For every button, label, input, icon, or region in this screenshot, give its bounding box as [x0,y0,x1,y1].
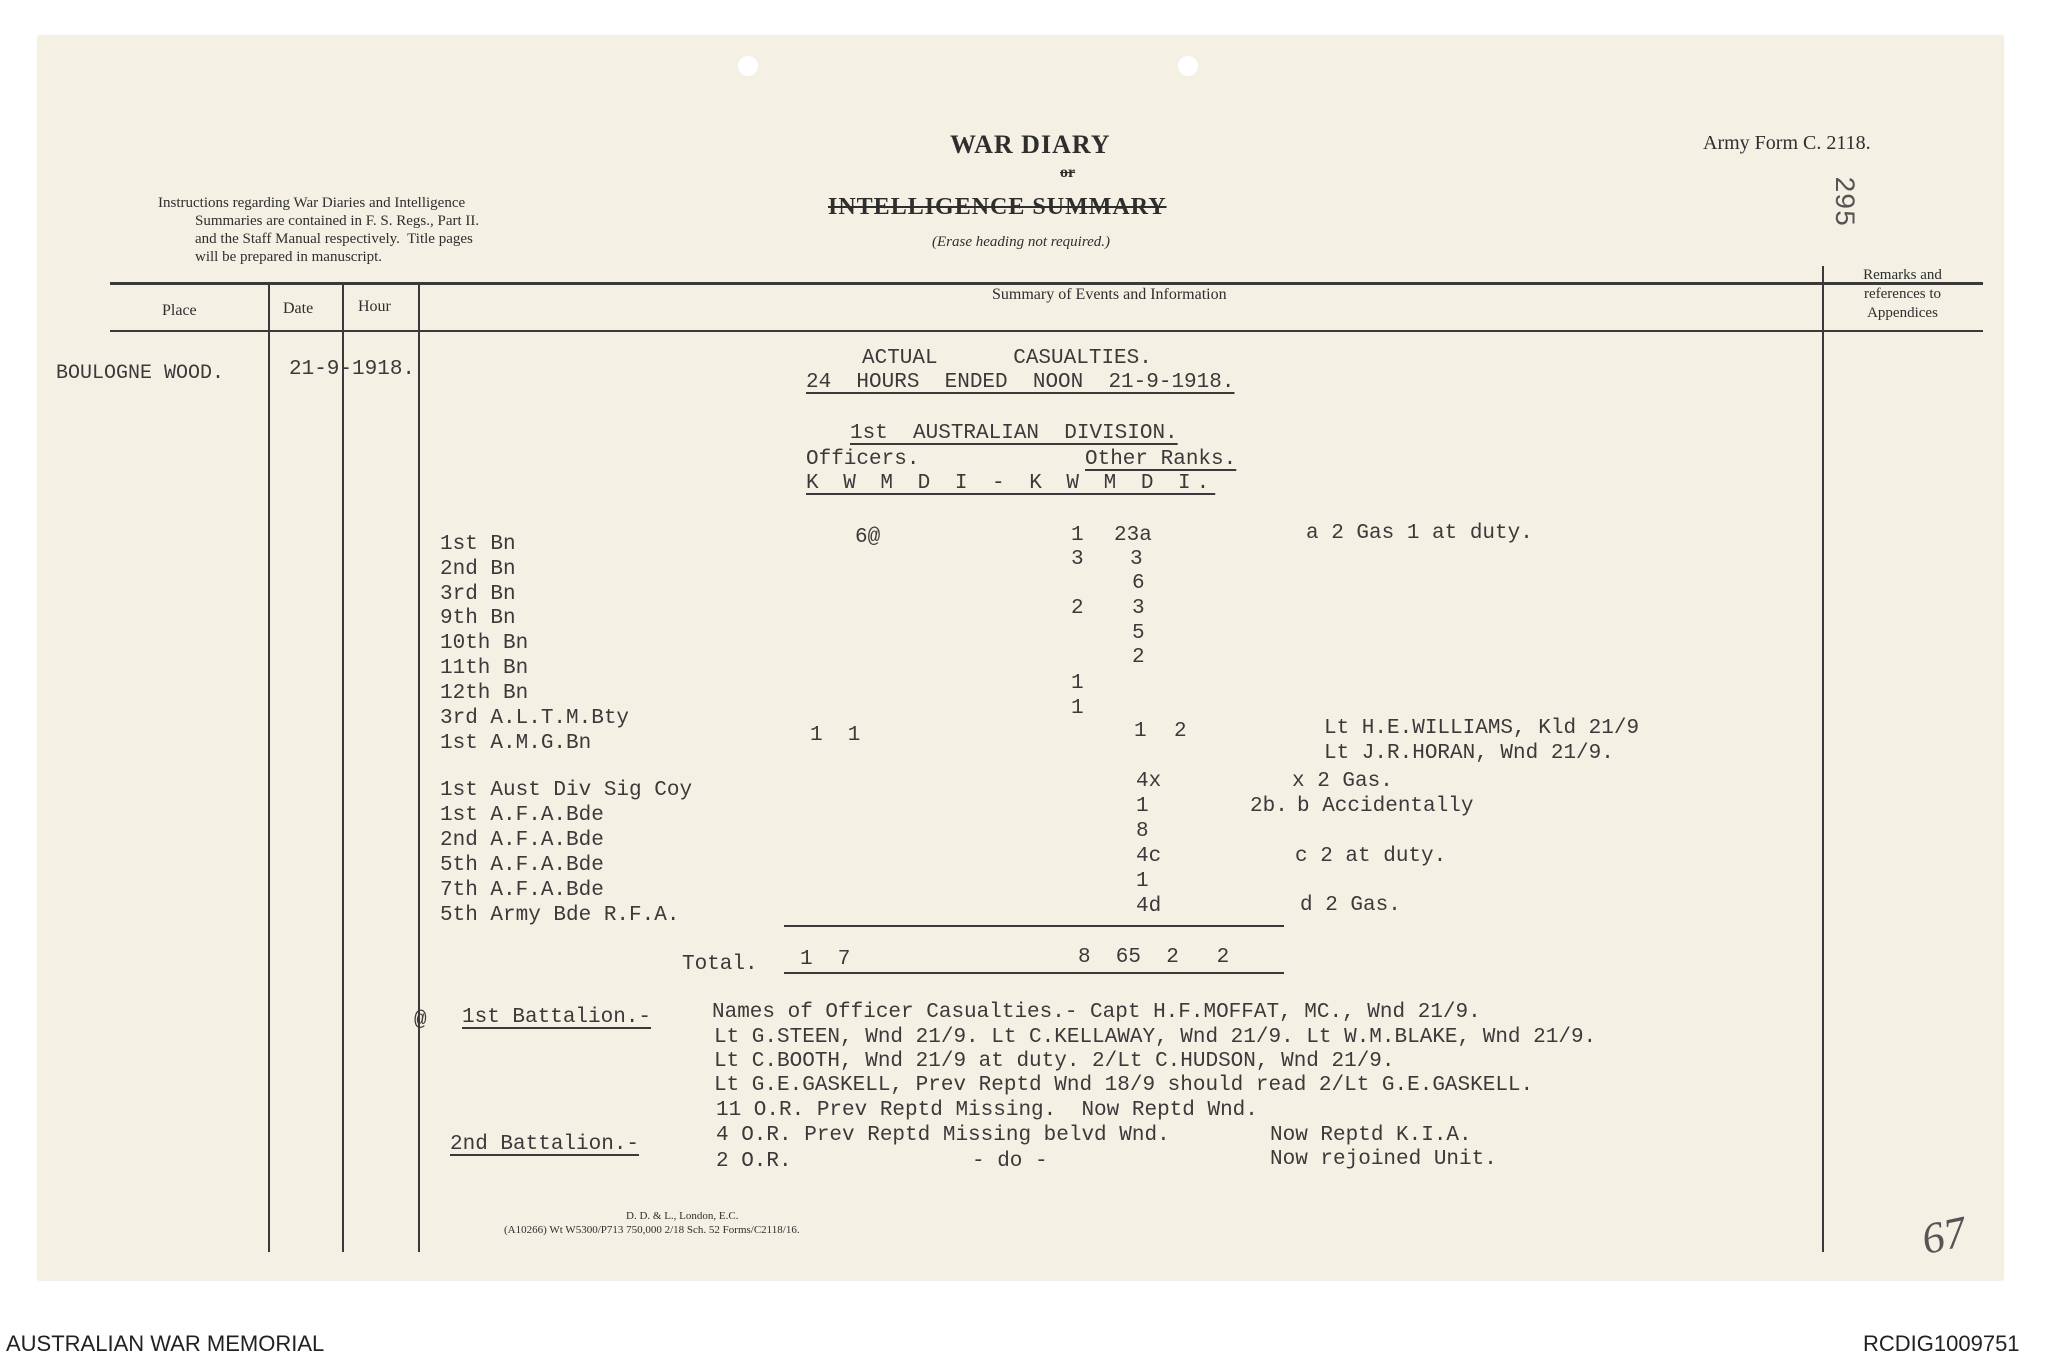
report-heading-2: 24 HOURS ENDED NOON 21-9-1918. [806,371,1235,394]
struck-heading: INTELLIGENCE SUMMARY [828,194,1167,220]
wounded-count: 8 [1136,820,1149,843]
unit-name: 1st A.M.G.Bn [440,732,592,755]
page-number: 295 [1827,176,1858,227]
total-officers: 1 7 [800,948,851,971]
first-battalion-line-4: Lt G.E.GASKELL, Prev Reptd Wnd 18/9 should read 2/Lt G.E.GASKELL. [714,1074,1534,1097]
unit-name: 11th Bn [440,657,529,680]
hour-column-rule [342,284,344,1252]
first-battalion-line-2: Lt G.STEEN, Wnd 21/9. Lt C.KELLAWAY, Wnd 21/9. Lt W.M.BLAKE, Wnd 21/9. [714,1026,1597,1049]
injured-count: 2b. [1250,795,1288,818]
wounded-count: 1 [1136,795,1149,818]
other-ranks-label: Other Ranks. [1085,448,1237,471]
wounded-count: 1 [1136,870,1149,893]
unit-note: b Accidentally [1297,795,1474,818]
unit-name: 2nd A.F.A.Bde [440,829,604,852]
archive-id: RCDIG1009751 [1863,1331,2020,1356]
unit-note: c 2 at duty. [1295,845,1447,868]
killed-count: 2 [1071,597,1084,620]
unit-name: 2nd Bn [440,558,516,581]
total-top-rule [784,925,1284,927]
officers-count: 1 1 [810,724,861,747]
entry-date: 21-9-1918. [289,358,416,381]
second-battalion-line-1: 4 O.R. Prev Reptd Missing belvd Wnd. [716,1124,1170,1147]
column-hour: Hour [358,298,391,315]
total-other-ranks: 8 65 2 2 [1078,946,1230,969]
handwritten-folio: 67 [1917,1206,1971,1265]
wounded-count: 3 [1130,548,1143,571]
date-column-rule [268,284,270,1252]
wounded-count: 4d [1136,895,1162,918]
wounded-count: 3 [1132,597,1145,620]
first-battalion-line-1: Names of Officer Casualties.- Capt H.F.MOFFAT, MC., Wnd 21/9. [712,1001,1481,1024]
second-battalion-line-1-right: Now Reptd K.I.A. [1270,1124,1472,1147]
officers-label: Officers. [806,448,920,471]
first-battalion-label: 1st Battalion.- [462,1006,652,1029]
form-number: Army Form C. 2118. [1703,132,1871,154]
killed-count: 1 [1071,672,1084,695]
table-top-rule [110,282,1983,285]
entry-place: BOULOGNE WOOD. [56,362,225,385]
report-heading-1: ACTUAL CASUALTIES. [862,347,1152,370]
first-battalion-line-3: Lt C.BOOTH, Wnd 21/9 at duty. 2/Lt C.HUDSON, Wnd 21/9. [714,1050,1395,1073]
killed-count: 1 [1071,524,1084,547]
instructions-line-1: Instructions regarding War Diaries and Intelligence [158,195,466,211]
punch-hole [1178,56,1198,76]
column-date: Date [283,300,314,317]
column-summary: Summary of Events and Information [992,286,1227,303]
ditto-mark: - do - [972,1150,1048,1173]
killed-count: 1 [1071,697,1084,720]
unit-name: 10th Bn [440,632,529,655]
second-battalion-line-2-right: Now rejoined Unit. [1270,1148,1497,1171]
unit-name: 1st Aust Div Sig Coy [440,779,693,802]
form-title: WAR DIARY [950,130,1111,159]
unit-name: 7th A.F.A.Bde [440,879,604,902]
printer-line-2: (A10266) Wt W5300/P713 750,000 2/18 Sch. 52 Forms/C2118/16. [504,1224,800,1236]
second-battalion-label: 2nd Battalion.- [450,1133,640,1156]
instructions-line-2: Summaries are contained in F. S. Regs., Part II. [195,213,480,229]
wounded-count: 4x [1136,770,1162,793]
missing-count: 2 [1174,720,1187,743]
or-word: or [1060,164,1076,181]
unit-note-2: Lt J.R.HORAN, Wnd 21/9. [1324,742,1614,765]
unit-note: x 2 Gas. [1292,770,1393,793]
unit-name: 12th Bn [440,682,529,705]
officers-count: 6@ [855,526,881,549]
total-bottom-rule [784,972,1284,974]
unit-name: 9th Bn [440,607,516,630]
unit-name: 1st Bn [440,533,516,556]
instructions-line-4: will be prepared in manuscript. [195,249,383,265]
code-row: K W M D I - K W M D I. [806,472,1216,495]
unit-name: 1st A.F.A.Bde [440,804,604,827]
punch-hole [738,56,758,76]
archive-credit: AUSTRALIAN WAR MEMORIAL [6,1331,325,1356]
wounded-count: 6 [1132,572,1145,595]
total-label: Total. [682,953,758,976]
summary-column-rule [418,284,420,1252]
wounded-count: 23a [1114,524,1152,547]
remarks-column-rule [1822,266,1824,1252]
first-battalion-line-5: 11 O.R. Prev Reptd Missing. Now Reptd Wnd. [716,1099,1258,1122]
erase-note: (Erase heading not required.) [932,234,1111,250]
wounded-count: 2 [1132,646,1145,669]
column-place: Place [162,302,197,319]
table-header-rule [110,330,1983,332]
unit-note: d 2 Gas. [1300,894,1401,917]
division-heading: 1st AUSTRALIAN DIVISION. [850,422,1178,445]
wounded-count: 5 [1132,622,1145,645]
column-remarks: Remarks and references to Appendices [1863,267,1942,321]
killed-count: 3 [1071,548,1084,571]
unit-name: 3rd Bn [440,583,516,606]
second-battalion-line-2: 2 O.R. [716,1150,792,1173]
instructions-line-3: and the Staff Manual respectively. Title pages [195,231,473,247]
unit-name: 3rd A.L.T.M.Bty [440,707,630,730]
wounded-count: 1 [1134,720,1147,743]
unit-note: Lt H.E.WILLIAMS, Kld 21/9 [1324,717,1640,740]
unit-name: 5th A.F.A.Bde [440,854,604,877]
at-marker: @ [414,1009,427,1032]
wounded-count: 4c [1136,845,1162,868]
unit-note: a 2 Gas 1 at duty. [1306,522,1533,545]
unit-name: 5th Army Bde R.F.A. [440,904,680,927]
printer-line-1: D. D. & L., London, E.C. [626,1210,739,1222]
